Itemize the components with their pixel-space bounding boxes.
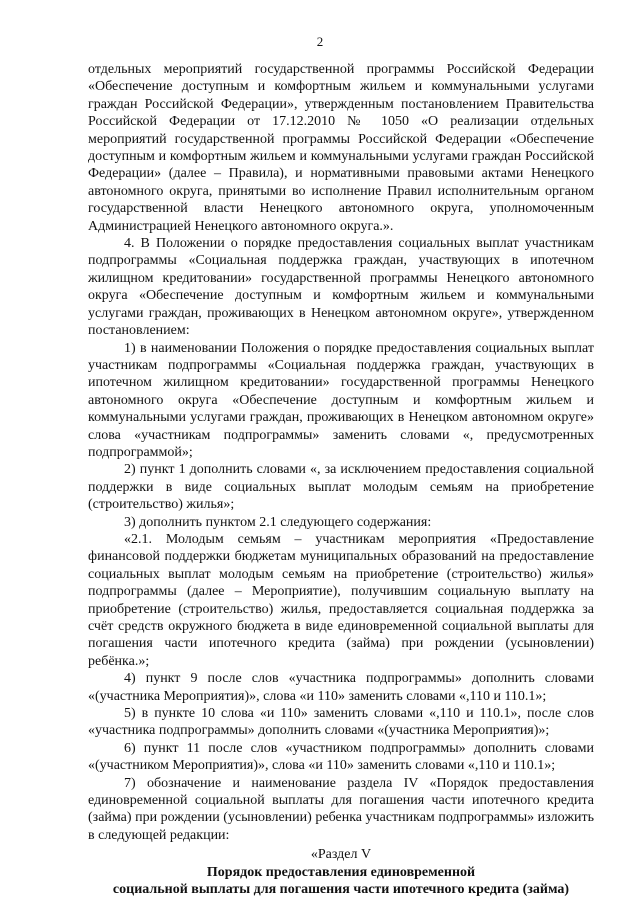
- paragraph-subitem-6: 6) пункт 11 после слов «участником подпрограммы» дополнить словами «(участником Мероприятия)», слова «и 110» заменить словами «,110 и 110.1»;: [88, 740, 594, 774]
- paragraph-subitem-4: 4) пункт 9 после слов «участника подпрограммы» дополнить словами «(участника Мероприятия)», слова «и 110» заменить словами «,110 и 110.1»;: [88, 671, 594, 704]
- paragraph-subitem-5: 5) в пункте 10 слова «и 110» заменить словами «,110 и 110.1», после слов «участника подпрограммы» дополнить словами «(участника Мероприятия)»;: [88, 706, 594, 739]
- page-number: 2: [316, 34, 324, 49]
- document-body: [88, 61, 594, 899]
- paragraph-item-4: 4. В Положении о порядке предоставления социальных выплат участникам подпрограммы «Социальная поддержка граждан, участвующих в ипотечном жилищном кредитовании» государственной программы Ненецкого автономного округа «Обеспечение доступным и комфортным жильем и коммунальными услугами граждан, проживающих в Ненецком автономном округе», утвержденном постановлением:: [88, 236, 594, 339]
- paragraph-subitem-1: 1) в наименовании Положения о порядке предоставления социальных выплат участникам подпрограммы «Социальная поддержка граждан, участвующих в ипотечном жилищном кредитовании» государственной программы Ненецкого автономного округа «Обеспечение доступным и комфортным жильем и коммунальными услугами граждан, проживающих в Ненецком автономном округе» слова «участникам подпрограммы» заменить словами «, предусмотренных подпрограммой»;: [88, 340, 594, 460]
- paragraph-subitem-7: 7) обозначение и наименование раздела IV «Порядок предоставления единовременной социальной выплаты для погашения части ипотечного кредита (займа) при рождении (усыновлении) ребенка участникам подпрограммы» изложить в следующей редакции:: [88, 775, 594, 843]
- paragraph-subitem-2: 2) пункт 1 дополнить словами «, за исключением предоставления социальной поддержки в виде социальных выплат молодым семьям на приобретение (строительство) жилья»;: [88, 462, 594, 513]
- paragraph-clause-2-1: «2.1. Молодым семьям – участникам мероприятия «Предоставление финансовой поддержки бюджетам муниципальных образований на предоставление социальных выплат молодым семьям на приобретение (строительство) жилья» подпрограммы (далее – Мероприятие), получившим социальную выплату на приобретение (строительство) жилья, предоставляется социальная поддержка за счёт средств окружного бюджета в виде единовременной социальной выплаты для погашения части ипотечного кредита (займа) при рождении (усыновлении) ребёнка.»;: [88, 531, 594, 669]
- section-label: «Раздел V: [310, 847, 372, 863]
- section-title-line-1: Порядок предоставления единовременной: [206, 864, 476, 880]
- paragraph-continuation: отдельных мероприятий государственной программы Российской Федерации «Обеспечение доступным и комфортным жильем и коммунальными услугами граждан Российской Федерации», утвержденным постановлением Правительства Российской Федерации от 17.12.2010 № 1050 «О реализации отдельных мероприятий государственной программы Российской Федерации «Обеспечение доступным и комфортным жильем и коммунальными услугами граждан Российской Федерации» (далее – Правила), и нормативными правовыми актами Ненецкого автономного округа, принятыми во исполнение Правил исполнительным органом государственной власти Ненецкого автономного округа, уполномоченным Администрацией Ненецкого автономного округа.».: [88, 62, 594, 234]
- paragraph-subitem-3: 3) дополнить пунктом 2.1 следующего содержания:: [124, 514, 432, 530]
- section-title-line-2: социальной выплаты для погашения части ипотечного кредита (займа): [112, 882, 570, 898]
